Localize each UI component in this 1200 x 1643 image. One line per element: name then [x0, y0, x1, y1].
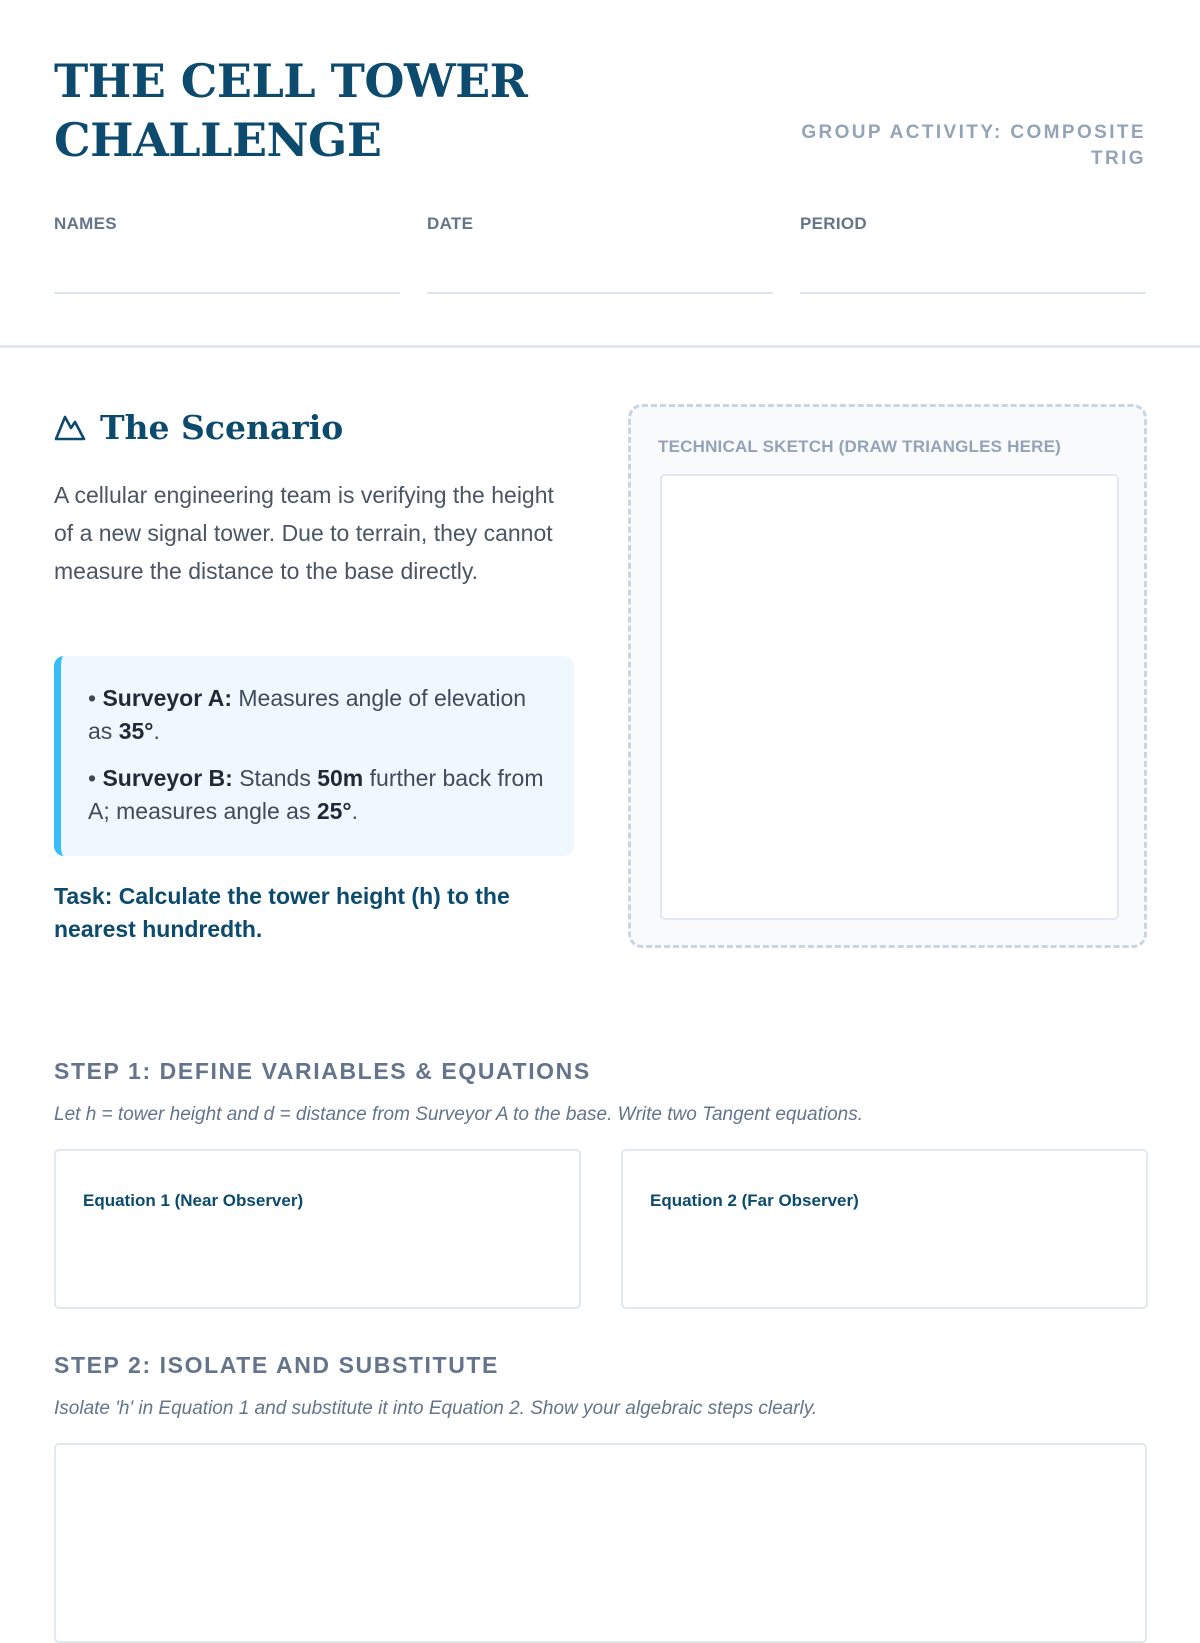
surveyor-a-name: Surveyor A:	[102, 685, 232, 711]
sketch-label: TECHNICAL SKETCH (DRAW TRIANGLES HERE)	[658, 437, 1062, 456]
surveyor-b-text-middle: further back from A; measures angle as	[88, 765, 544, 824]
surveyor-a-text: Measures angle of elevation as	[88, 685, 527, 744]
date-field-label: DATE	[427, 214, 474, 233]
equation1-label: Equation 1 (Near Observer)	[83, 1191, 304, 1210]
worksheet-header	[0, 0, 1200, 348]
scenario-text: A cellular engineering team is verifying the height of a new signal tower. Due to terrain, they cannot measure the distance to the base directly.	[54, 482, 554, 584]
period-field-label: PERIOD	[800, 214, 867, 233]
surveyor-b-text: Stands	[239, 765, 311, 791]
step2-work-area[interactable]	[54, 1443, 1147, 1643]
period-field[interactable]	[800, 214, 1146, 234]
technical-sketch-panel	[628, 404, 1147, 948]
period-field-line[interactable]	[800, 292, 1146, 294]
page-title-line2: CHALLENGE	[54, 113, 382, 167]
names-field[interactable]	[54, 214, 400, 234]
surveyor-info-box	[54, 656, 574, 856]
names-field-label: NAMES	[54, 214, 117, 233]
equation1-answer-box[interactable]	[54, 1149, 581, 1309]
surveyor-b-distance: 50m	[317, 765, 364, 791]
step2-heading: STEP 2: ISOLATE AND SUBSTITUTE	[54, 1352, 499, 1378]
date-field-line[interactable]	[427, 292, 773, 294]
surveyor-a-bullet: •	[88, 685, 97, 711]
equation2-label: Equation 2 (Far Observer)	[650, 1191, 859, 1210]
step1-description: Let h = tower height and d = distance from Surveyor A to the base. Write two Tangent equations.	[54, 1104, 864, 1125]
surveyor-b-bullet: •	[88, 765, 97, 791]
date-field[interactable]	[427, 214, 773, 234]
surveyor-b-item	[88, 762, 544, 828]
equation2-answer-box[interactable]	[621, 1149, 1148, 1309]
names-field-line[interactable]	[54, 292, 400, 294]
surveyor-a-end: .	[153, 718, 160, 744]
surveyor-a-angle: 35°	[118, 718, 154, 744]
sketch-drawing-area[interactable]	[660, 474, 1119, 920]
step2-description: Isolate 'h' in Equation 1 and substitute it into Equation 2. Show your algebraic steps clearly.	[54, 1398, 818, 1419]
step1-heading: STEP 1: DEFINE VARIABLES & EQUATIONS	[54, 1058, 591, 1084]
surveyor-b-end: .	[351, 798, 359, 824]
page-title-line1: THE CELL TOWER	[54, 54, 528, 108]
surveyor-b-name: Surveyor B:	[102, 765, 233, 791]
scenario-heading	[54, 402, 574, 452]
scenario-title: The Scenario	[100, 407, 344, 447]
mountain-icon	[54, 411, 86, 443]
task-statement: Task: Calculate the tower height (h) to the nearest hundredth.	[54, 883, 510, 942]
scenario-section	[54, 402, 574, 942]
surveyor-b-angle: 25°	[316, 798, 352, 824]
page-title	[54, 52, 574, 170]
surveyor-a-item	[88, 682, 544, 748]
activity-label: GROUP ACTIVITY: COMPOSITE TRIG	[801, 122, 1146, 169]
